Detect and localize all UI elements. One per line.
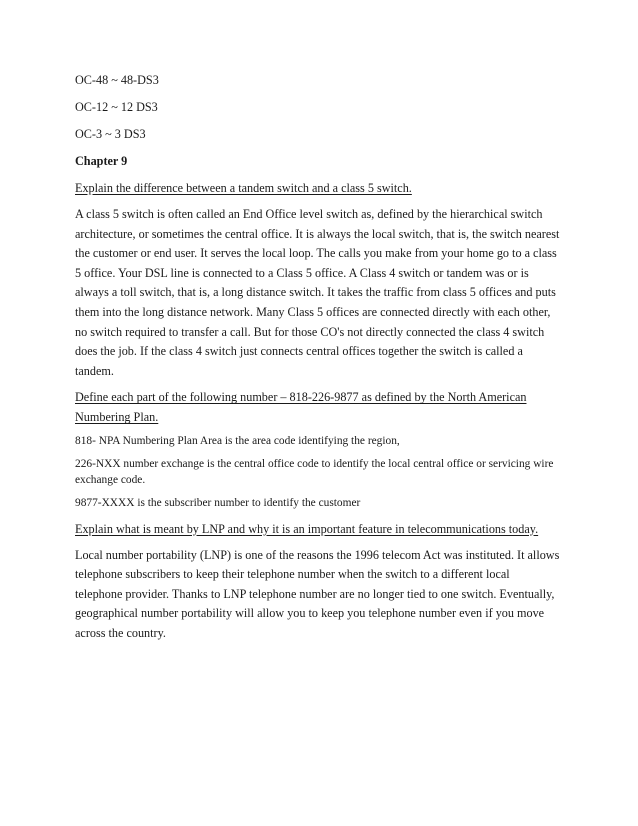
oc3-line: OC-3 ~ 3 DS3 (75, 127, 146, 141)
answer-xxxx: 9877-XXXX is the subscriber number to identify the customer (75, 496, 361, 509)
oc48-line: OC-48 ~ 48-DS3 (75, 73, 159, 87)
question-tandem-vs-class5: Explain the difference between a tandem switch and a class 5 switch. (75, 181, 412, 195)
oc12-line: OC-12 ~ 12 DS3 (75, 100, 158, 114)
question-nanp-number: Define each part of the following number – 818-226-9877 as defined by the North American Numbering Plan. (75, 390, 527, 425)
answer-tandem-vs-class5: A class 5 switch is often called an End Office level switch as, defined by the hierarchical switch architecture, or sometimes the central office. It is always the local switch, that is, the switch nearest the customer or end user. It serves the local loop. The calls you make from your home go to a class 5 office. Your DSL line is connected to a Class 5 office. A Class 4 switch or tandem was or is always a toll switch, that is, a long distance switch. It takes the traffic from class 5 offices and puts them into the long distance network. Many Class 5 offices are connected directly with each other, no switch required to transfer a call. But for those CO's not directly connected the class 4 switch does the job. If the class 4 switch just connects central offices together the switch is called a tandem. (75, 207, 560, 378)
answer-lnp: Local number portability (LNP) is one of the reasons the 1996 telecom Act was instituted. It allows telephone subscribers to keep their telephone number when the switch to a different local telephone provider. Thanks to LNP telephone number are no longer tied to one switch. Eventually, geographical number portability will allow you to keep you telephone number even if you move across the country. (75, 547, 560, 640)
question-lnp: Explain what is meant by LNP and why it is an important feature in telecommunications today. (75, 521, 539, 536)
chapter-heading: Chapter 9 (75, 154, 128, 168)
document-page (75, 70, 560, 650)
answer-nxx: 226-NXX number exchange is the central office code to identify the local central office or servicing wire exchange code. (75, 458, 554, 486)
answer-npa: 818- NPA Numbering Plan Area is the area code identifying the region, (75, 435, 400, 448)
